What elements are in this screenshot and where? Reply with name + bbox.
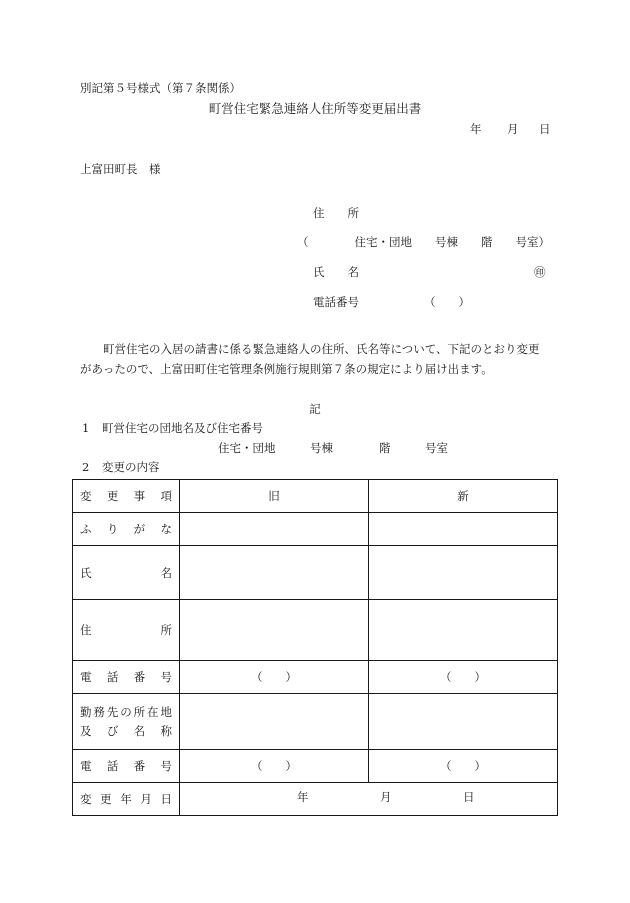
workplace-new-cell xyxy=(369,694,558,750)
seal-mark: ㊞ xyxy=(534,265,546,279)
table-row-name xyxy=(73,546,558,600)
date-year: 年 xyxy=(470,122,482,136)
label-char: 号 xyxy=(160,670,172,684)
item1-heading: 町営住宅の団地名及び住宅番号 xyxy=(102,421,263,435)
label-char: 更 xyxy=(106,489,119,503)
workplace-label-cell xyxy=(73,694,180,750)
label-char: 在 xyxy=(147,705,159,719)
phone1-label xyxy=(80,669,172,685)
table-row-phone1 xyxy=(73,661,558,694)
document-title: 町営住宅緊急連絡人住所等変更届出書 xyxy=(208,101,422,116)
label-char: ふ xyxy=(80,522,92,536)
label-char: り xyxy=(106,522,119,536)
header-label xyxy=(80,488,172,504)
label-char: 番 xyxy=(133,670,146,684)
change-date-month: 月 xyxy=(380,790,392,804)
change-date-year: 年 xyxy=(297,790,309,804)
label-char: 月 xyxy=(140,792,152,806)
label-char: 称 xyxy=(160,724,172,738)
form-number: 別記第５号様式（第７条関係） xyxy=(80,81,241,95)
item2-number: 2 xyxy=(82,460,90,474)
body-text-line1: 町営住宅の入居の請書に係る緊急連絡人の住所、氏名等について、下記のとおり変更 xyxy=(103,342,540,356)
label-char: 地 xyxy=(160,705,172,719)
label-char: 号 xyxy=(160,759,172,773)
header-old: 旧 xyxy=(180,480,369,513)
table-row-workplace xyxy=(73,694,558,750)
applicant-phone-label: 電話番号 xyxy=(313,295,359,309)
phone2-new: （ ） xyxy=(369,750,558,783)
workplace-label-line2 xyxy=(80,723,172,739)
address-new-cell xyxy=(369,600,558,661)
change-date-label xyxy=(80,791,172,807)
phone2-label-cell xyxy=(73,750,180,783)
name-label xyxy=(80,565,172,581)
applicant-address-paren: （ 住宅・団地 号棟 階 号室） xyxy=(297,235,550,249)
label-char: 項 xyxy=(160,489,172,503)
header-label-cell xyxy=(73,480,180,513)
label-char: 日 xyxy=(160,792,172,806)
change-table xyxy=(72,479,558,816)
label-char: 務 xyxy=(93,705,105,719)
label-char: 番 xyxy=(133,759,146,773)
table-row-address xyxy=(73,600,558,661)
label-char: の xyxy=(120,705,132,719)
addressee: 上富田町長 様 xyxy=(80,162,161,176)
label-char: 勤 xyxy=(80,705,92,719)
label-char: 話 xyxy=(106,759,119,773)
label-char: び xyxy=(106,724,119,738)
ki-heading: 記 xyxy=(309,402,321,416)
label-char: な xyxy=(160,522,172,536)
phone1-old: （ ） xyxy=(180,661,369,694)
label-char: 変 xyxy=(80,792,92,806)
label-char: 電 xyxy=(80,670,92,684)
body-text-line2: があったので、上富田町住宅管理条例施行規則第７条の規定により届け出ます。 xyxy=(80,362,493,376)
workplace-old-cell xyxy=(180,694,369,750)
change-date-value-cell xyxy=(180,783,558,816)
label-char: 名 xyxy=(133,724,146,738)
applicant-address-label: 住 所 xyxy=(313,206,359,220)
item1-detail: 住宅・団地 号棟 階 号室 xyxy=(218,441,448,455)
furigana-label-cell xyxy=(73,513,180,546)
applicant-phone-paren: （ ） xyxy=(424,295,470,309)
table-row-change-date xyxy=(73,783,558,816)
change-date-day: 日 xyxy=(463,790,475,804)
label-char: 住 xyxy=(80,623,92,637)
label-char: 更 xyxy=(100,792,112,806)
furigana-new-cell xyxy=(369,513,558,546)
phone2-old: （ ） xyxy=(180,750,369,783)
phone1-label-cell xyxy=(73,661,180,694)
table-row-phone2 xyxy=(73,750,558,783)
label-char: 名 xyxy=(160,565,172,580)
item1-number: 1 xyxy=(82,421,90,435)
name-old-cell xyxy=(180,546,369,600)
label-char: 年 xyxy=(120,792,132,806)
address-old-cell xyxy=(180,600,369,661)
address-label xyxy=(80,622,172,638)
date-day: 日 xyxy=(539,122,551,136)
furigana-old-cell xyxy=(180,513,369,546)
phone2-label xyxy=(80,758,172,774)
address-label-cell xyxy=(73,600,180,661)
label-char: 氏 xyxy=(80,565,92,580)
name-new-cell xyxy=(369,546,558,600)
label-char: 変 xyxy=(80,489,92,503)
label-char: 話 xyxy=(106,670,119,684)
phone1-new: （ ） xyxy=(369,661,558,694)
workplace-label-line1 xyxy=(80,704,172,720)
furigana-label xyxy=(80,521,172,537)
header-new: 新 xyxy=(369,480,558,513)
label-char: 事 xyxy=(133,489,146,503)
date-month: 月 xyxy=(507,122,519,136)
label-char: 先 xyxy=(106,705,119,719)
label-char: 所 xyxy=(133,705,146,719)
label-char: 所 xyxy=(160,623,172,637)
change-date-label-cell xyxy=(73,783,180,816)
name-label-cell xyxy=(73,546,180,600)
label-char: 電 xyxy=(80,759,92,773)
table-header-row xyxy=(73,480,558,513)
applicant-name-label: 氏 名 xyxy=(313,265,359,279)
label-char: が xyxy=(133,522,146,536)
item2-heading: 変更の内容 xyxy=(102,460,160,474)
label-char: 及 xyxy=(80,724,92,738)
table-row-furigana xyxy=(73,513,558,546)
